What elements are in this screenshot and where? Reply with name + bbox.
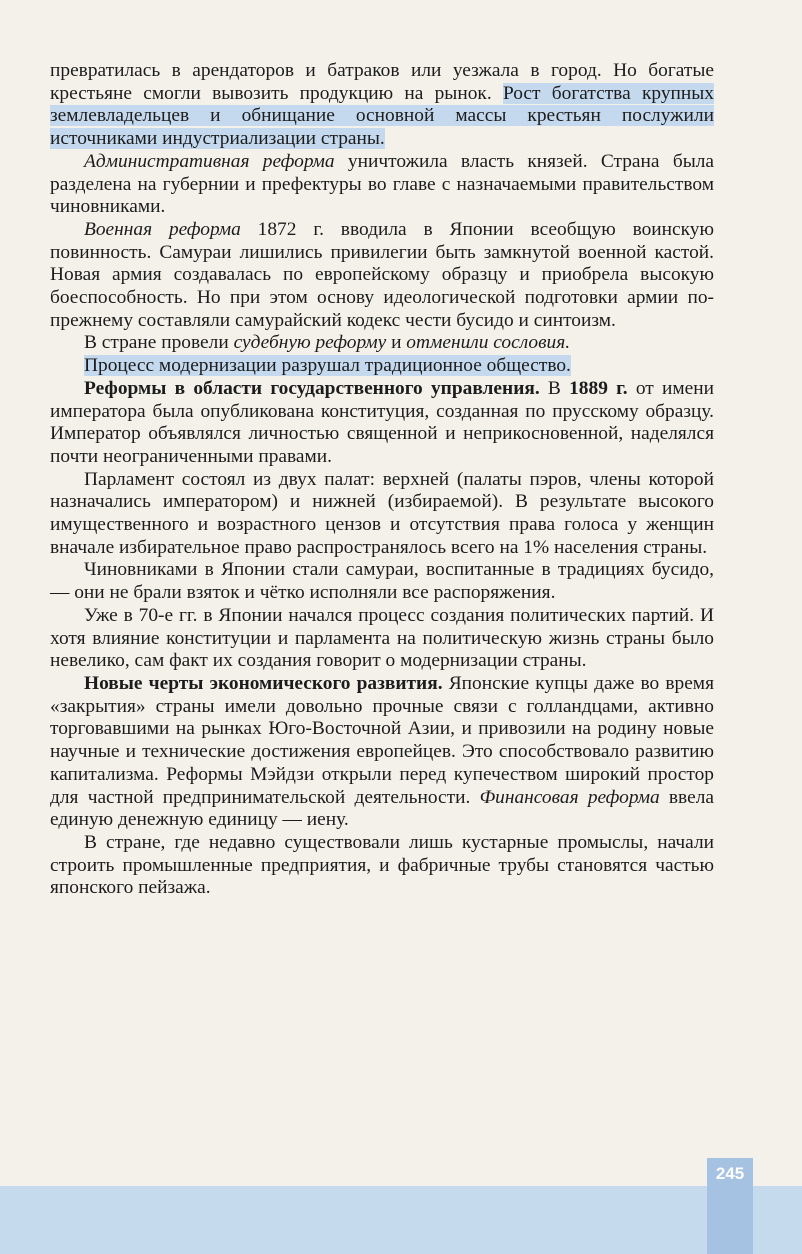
text-run: уничтожила власть князей. Страна была разделена на губернии и префектуры во главе с назначаемыми правительством чиновниками.: [50, 150, 715, 218]
paragraph-7: [50, 469, 714, 560]
italic-term: Финансовая реформа: [479, 786, 660, 808]
text-run: В стране провели: [84, 332, 234, 354]
section-heading: Реформы в области государственного управления.: [84, 377, 540, 399]
italic-term: отменили сословия.: [406, 332, 571, 354]
italic-term: судебную реформу: [233, 332, 387, 354]
page-number: 245: [715, 1164, 745, 1183]
bold-date: 1889 г.: [569, 377, 628, 399]
paragraph-8: [50, 559, 714, 604]
paragraph-10: [50, 673, 714, 832]
text-run: Уже в 70-е гг. в Японии начался процесс создания политических партий. И хотя влияние конституции и парламента на политическую жизнь страны было невелико, сам факт их создания говорит о модернизации страны.: [50, 604, 714, 672]
paragraph-6: [50, 378, 714, 469]
paragraph-3: [50, 219, 714, 333]
paragraph-1: [50, 60, 714, 151]
section-heading: Новые черты экономического развития.: [84, 672, 443, 694]
text-run: от имени императора была опубликована конституция, созданная по прусскому образцу. Император объявлялся личностью священной и неприкосновенной, наделялся почти неограниченными правами.: [50, 377, 714, 467]
highlighted-text: Рост богатства крупных землевладельцев и обнищание основной массы крестьян послужили источниками индустриализации страны.: [50, 82, 714, 150]
text-run: 1872 г. вводила в Японии всеобщую воинскую повинность. Самураи лишились привилегии быть замкнутой военной кастой. Новая армия создавалась по европейскому образцу и приобрела высокую боеспособность. Но при этом основу идеологической подготовки армии по-прежнему составляли самурайский кодекс чести бусидо и синтоизм.: [50, 218, 714, 331]
text-run: Японские купцы даже во время «закрытия» страны имели довольно прочные связи с голландцами, активно торговавшими на рынках Юго-Восточной Азии, и привозили на родину новые научные и технические достижения европейцев. Это способствовало развитию капитализма. Реформы Мэйдзи открыли перед купечеством широкий простор для частной предпринимательской деятельности.: [50, 672, 714, 808]
italic-term: Военная реформа: [84, 218, 241, 240]
italic-term: Административная реформа: [84, 150, 335, 172]
footer-band: [0, 1186, 802, 1254]
paragraph-2: [50, 151, 714, 219]
text-run: ввела единую денежную единицу — иену.: [50, 786, 714, 831]
paragraph-5: [50, 355, 714, 378]
paragraph-4: [50, 332, 714, 355]
page-text: [50, 60, 714, 900]
text-run: превратилась в арендаторов и батраков или уезжала в город. Но богатые крестьяне смогли вывозить продукцию на рынок.: [50, 60, 714, 104]
text-run: В стране, где недавно существовали лишь кустарные промыслы, начали строить промышленные предприятия, и фабричные трубы становятся частью японского пейзажа.: [50, 831, 714, 899]
text-run: Парламент состоял из двух палат: верхней (палаты пэров, члены которой назначались императором) и нижней (избираемой). В результате высокого имущественного и возрастного цензов и отсутствия права голоса у женщин вначале избирательное право распространялось всего на 1% населения страны.: [50, 468, 714, 558]
paragraph-9: [50, 605, 714, 673]
text-run: и: [386, 332, 407, 354]
text-run: Чиновниками в Японии стали самураи, воспитанные в традициях бусидо, — они не брали взяток и чётко исполняли все распоряжения.: [50, 559, 714, 604]
paragraph-11: [50, 832, 714, 900]
highlighted-text: Процесс модернизации разрушал традиционное общество.: [84, 355, 571, 377]
text-run: В: [539, 377, 570, 399]
